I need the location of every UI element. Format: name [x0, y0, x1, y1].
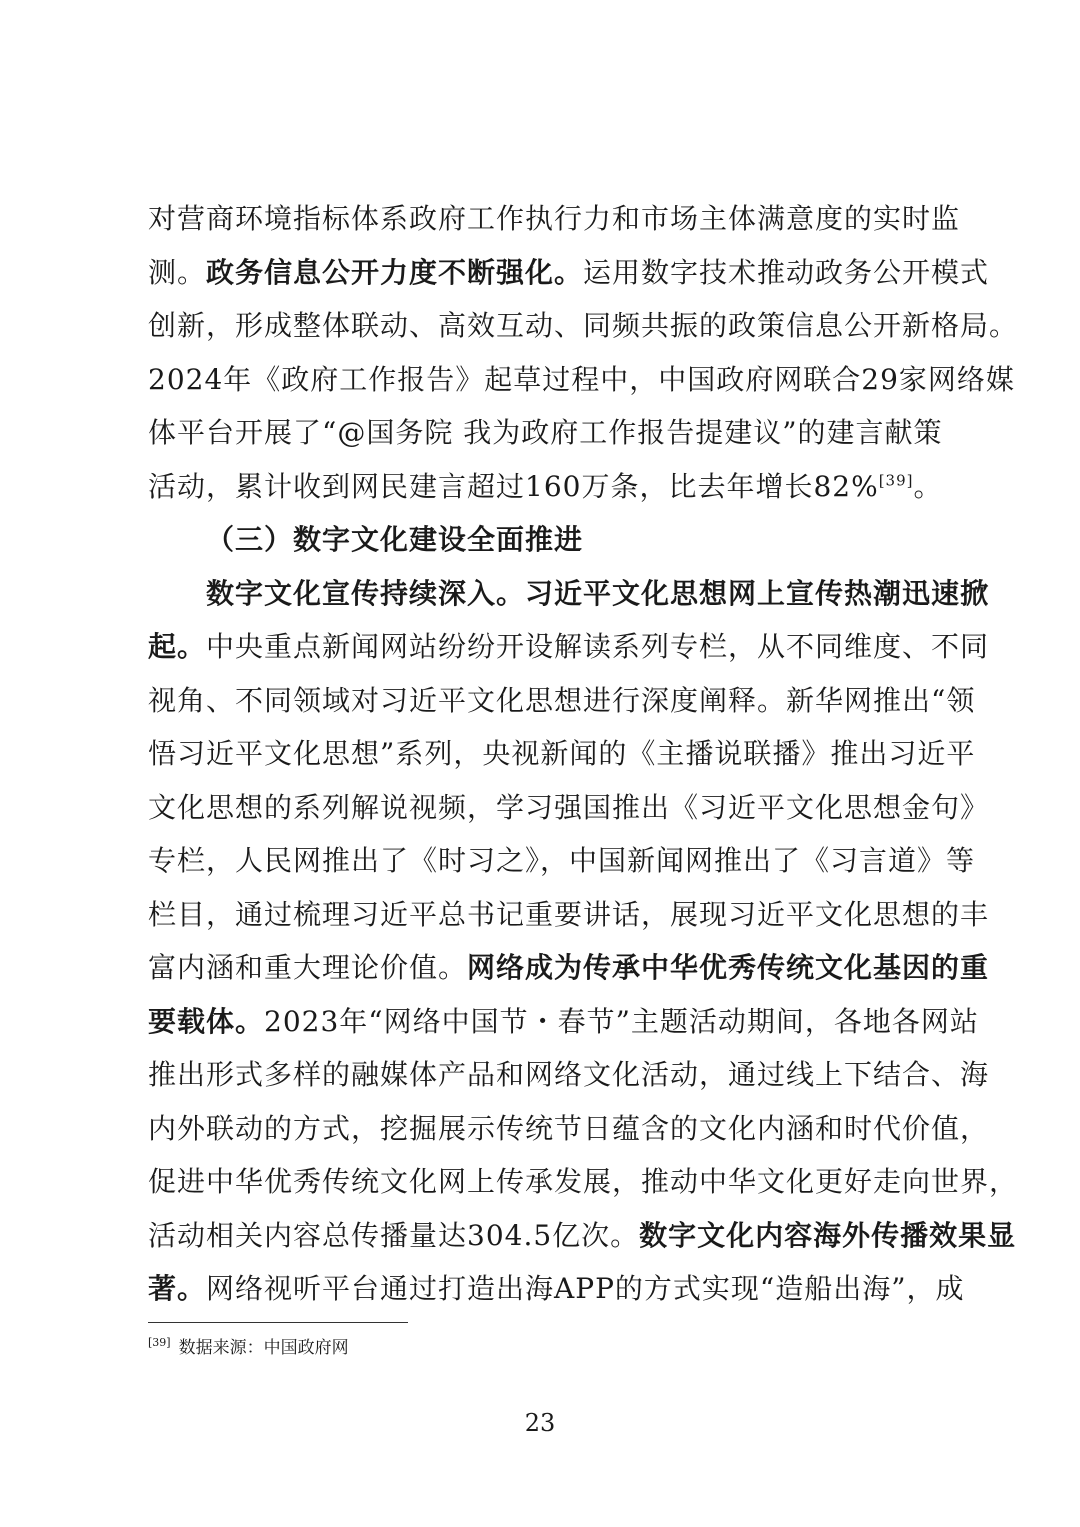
- bold-lead: 起。: [148, 630, 207, 663]
- bold-lead: 要载体。: [148, 1004, 265, 1038]
- text-line: 对营商环境指标体系政府工作执行力和市场主体满意度的实时监: [148, 202, 961, 235]
- body-text: [148, 192, 1019, 1316]
- footnote-ref[interactable]: [39]: [878, 471, 914, 490]
- text-line: 推出形式多样的融媒体产品和网络文化活动，通过线上下结合、海: [148, 1058, 990, 1091]
- bold-lead: 数字文化宣传持续深入。习近平文化思想网上宣传热潮迅速掀: [206, 576, 990, 610]
- text-line: 富内涵和重大理论价值。网络成为传承中华优秀传统文化基因的重: [148, 951, 990, 984]
- text-line: 2024年《政府工作报告》起草过程中，中国政府网联合29家网络媒: [148, 362, 1015, 396]
- bold-lead: 网络成为传承中华优秀传统文化基因的重: [467, 951, 990, 984]
- footnote-mark: [39]: [148, 1336, 171, 1350]
- text-line: 悟习近平文化思想”系列，央视新闻的《主播说联播》推出习近平: [148, 737, 976, 770]
- footnote: [148, 1336, 349, 1360]
- text-line: 活动，累计收到网民建言超过160万条，比去年增长82%[39]。: [148, 469, 943, 503]
- text-line: 视角、不同领域对习近平文化思想进行深度阐释。新华网推出“领: [148, 683, 976, 717]
- bold-lead: 政务信息公开力度不断强化。: [206, 255, 584, 289]
- text-line: 著。网络视听平台通过打造出海APP的方式实现“造船出海”，成: [148, 1272, 965, 1305]
- text-line: 栏目，通过梳理习近平总书记重要讲话，展现习近平文化思想的丰: [148, 897, 990, 931]
- section-heading: （三）数字文化建设全面推进: [206, 523, 584, 556]
- text-line: 文化思想的系列解说视频，学习强国推出《习近平文化思想金句》: [148, 790, 990, 824]
- page-number: 23: [524, 1409, 556, 1437]
- footnote-divider: [148, 1322, 408, 1323]
- text-line: 促进中华优秀传统文化网上传承发展，推动中华文化更好走向世界，: [148, 1165, 1019, 1198]
- text-line: 活动相关内容总传播量达304.5亿次。数字文化内容海外传播效果显: [148, 1218, 1017, 1252]
- text-line: 起。中央重点新闻网站纷纷开设解读系列专栏，从不同维度、不同: [148, 630, 990, 663]
- bold-lead: 数字文化内容海外传播效果显: [639, 1218, 1017, 1252]
- text-line: 专栏，人民网推出了《时习之》，中国新闻网推出了《习言道》等: [148, 844, 976, 877]
- text-line: 创新，形成整体联动、高效互动、同频共振的政策信息公开新格局。: [148, 309, 1019, 342]
- text-line: 测。政务信息公开力度不断强化。运用数字技术推动政务公开模式: [148, 255, 990, 289]
- text-line: 体平台开展了“@国务院 我为政府工作报告提建议”的建言献策: [148, 416, 943, 449]
- text-line: 要载体。2023年“网络中国节・春节”主题活动期间，各地各网站: [148, 1004, 979, 1038]
- text-line: 内外联动的方式，挖掘展示传统节日蕴含的文化内涵和时代价值，: [148, 1111, 990, 1145]
- bold-lead: 著。: [148, 1272, 207, 1305]
- footnote-text: 数据来源：中国政府网: [178, 1338, 349, 1358]
- text-line: [148, 567, 990, 621]
